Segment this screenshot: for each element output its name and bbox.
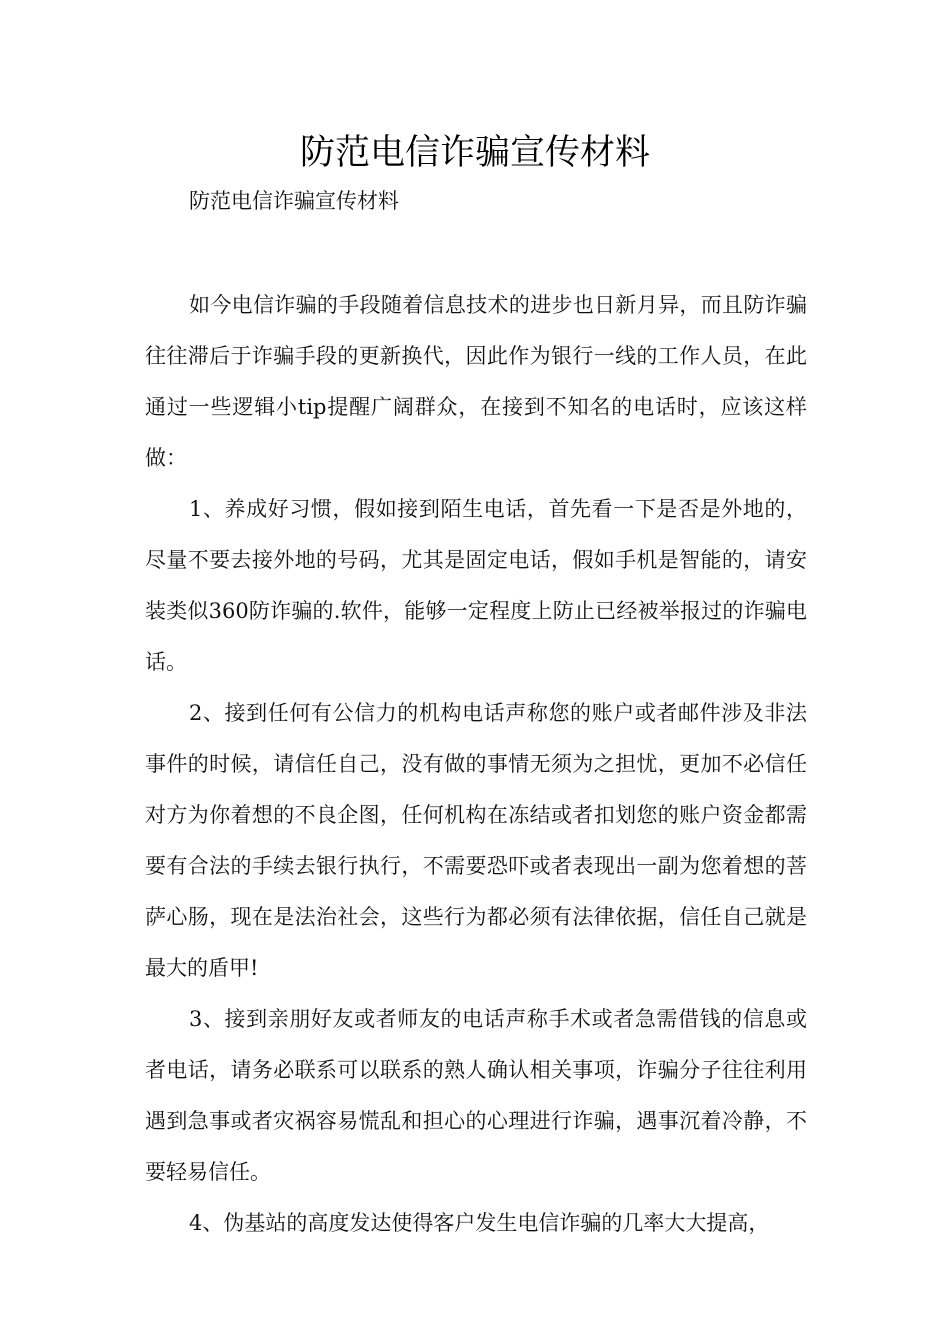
paragraph-intro: 如今电信诈骗的手段随着信息技术的进步也日新月异，而且防诈骗往往滞后于诈骗手段的更新换代，因此作为银行一线的工作人员，在此通过一些逻辑小tip提醒广阔群众，在接到不知名的电话时，应该这样做： [145,293,807,470]
document-title: 防范电信诈骗宣传材料 [299,133,650,173]
document-subtitle: 防范电信诈骗宣传材料 [189,189,399,213]
paragraph-tip-3: 3、接到亲朋好友或者师友的电话声称手术或者急需借钱的信息或者电话，请务必联系可以联系的熟人确认相关事项，诈骗分子往往利用遇到急事或者灾祸容易慌乱和担心的心理进行诈骗，遇事沉着冷静，不要轻易信任。 [145,1007,807,1184]
paragraph-tip-2: 2、接到任何有公信力的机构电话声称您的账户或者邮件涉及非法事件的时候，请信任自己，没有做的事情无须为之担忧，更加不必信任对方为你着想的不良企图，任何机构在冻结或者扣划您的账户资金都需要有合法的手续去银行执行，不需要恐吓或者表现出一副为您着想的菩萨心肠，现在是法治社会，这些行为都必须有法律依据，信任自己就是最大的盾甲! [145,701,807,980]
paragraph-tip-4: 4、伪基站的高度发达使得客户发生电信诈骗的几率大大提高， [189,1211,770,1235]
document-body [145,280,807,1249]
paragraph-tip-1: 1、养成好习惯，假如接到陌生电话，首先看一下是否是外地的，尽量不要去接外地的号码，尤其是固定电话，假如手机是智能的，请安装类似360防诈骗的.软件，能够一定程度上防止已经被举报过的诈骗电话。 [145,497,807,674]
